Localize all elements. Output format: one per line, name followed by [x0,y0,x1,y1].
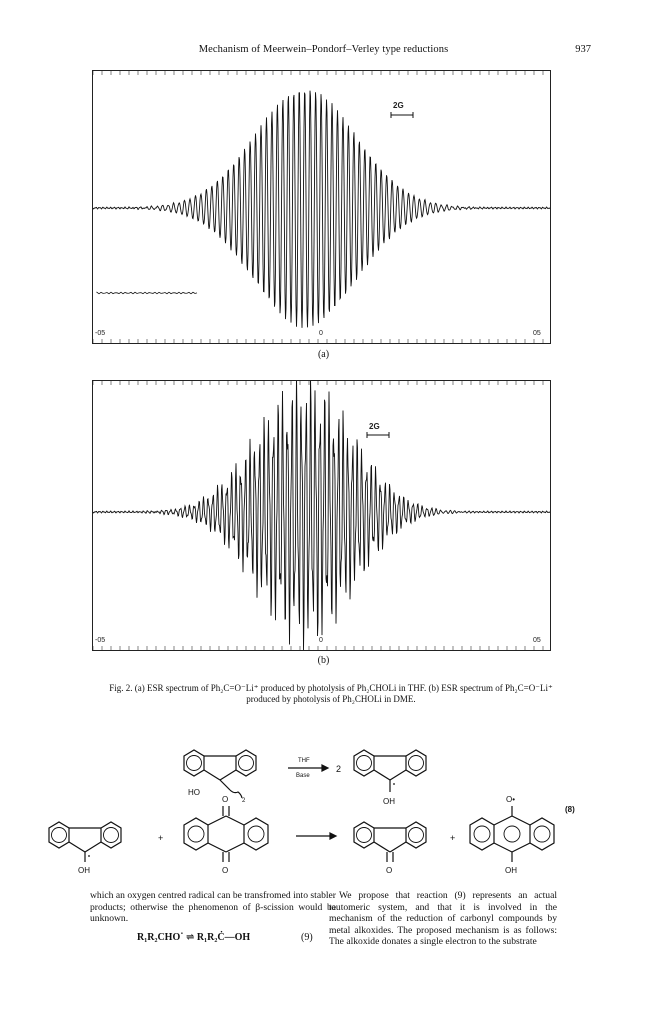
oxygen-bottom-aq: O [222,866,229,875]
axis-label-left-b: -05 [95,637,106,644]
oh-label-2: OH [78,866,90,875]
spectrum-b-plot [93,381,550,650]
equation-9: R₁R₂CHO˙ ⇌ R₁R₂Ċ—OH [137,932,251,943]
axis-label-center-a: 0 [319,330,323,337]
page-number: 937 [575,44,591,55]
axis-label-right-a: 05 [533,330,541,337]
equation-number-9: (9) [301,932,313,943]
anthraquinone-structure [184,806,268,862]
spectrum-a-plot [93,71,550,343]
reaction-arrow-2 [296,833,336,839]
running-title: Mechanism of Meerwein–Pondorf–Verley type reductions [198,44,449,55]
body-text-left: which an oxygen centred radical can be transfromed into stabler products; otherwise the phenomenon of β-scission would be unknown. [90,890,336,925]
oh-label-3: OH [505,866,517,875]
oh-label-1: OH [383,797,395,806]
fluorenol-radical-structure-2 [49,822,121,862]
reagent-base: Base [296,773,310,779]
reagent-thf: THF [298,758,310,764]
spectrum-panel-b [92,380,551,651]
fluorenol-radical-structure [354,750,426,792]
scale-bar [367,432,389,438]
scale-label-b: 2G [369,422,380,431]
scale-bar [391,112,413,118]
axis-label-right-b: 05 [533,637,541,644]
panel-label-a: (a) [317,349,330,360]
body-text-right: We propose that reaction (9) represents an actual tautomeric system, and that it is involved in the mechanism of the reduction of carbonyl compounds by metal alkoxides. The proposed mechanism is as follows: The alkoxide donates a single electron to the substrate [329,890,557,948]
oxygen-top-aq: O [222,795,229,804]
coefficient-2: 2 [336,764,342,774]
axis-label-center-b: 0 [319,637,323,644]
reaction-scheme [40,730,600,880]
panel-label-b: (b) [317,655,330,666]
spectrum-panel-a [92,70,551,344]
oxygen-radical-label: O• [506,795,516,804]
baseline-trace [97,292,197,294]
plus-sign-2: + [450,833,456,843]
subscript-two: 2 [242,798,246,804]
reaction-arrow-1 [288,765,328,771]
figure-caption: Fig. 2. (a) ESR spectrum of Ph₂C=O⁻Li⁺ produced by photolysis of Ph₂CHOLi in THF. (b) ESR spectrum of Ph₂C=O⁻Li⁺ produced by photolysis of Ph₂CHOLi in DME. [109,683,553,704]
plus-sign-1: + [158,833,164,843]
esr-trace [93,381,550,650]
fluorenone-structure [354,822,426,862]
ho-label: HO [188,788,200,797]
esr-trace [93,91,550,328]
axis-label-left-a: -05 [95,330,106,337]
oxygen-fluorenone: O [386,866,393,875]
scale-label-a: 2G [393,101,404,110]
semiquinone-structure [470,806,554,862]
equation-number-8: (8) [565,805,575,814]
